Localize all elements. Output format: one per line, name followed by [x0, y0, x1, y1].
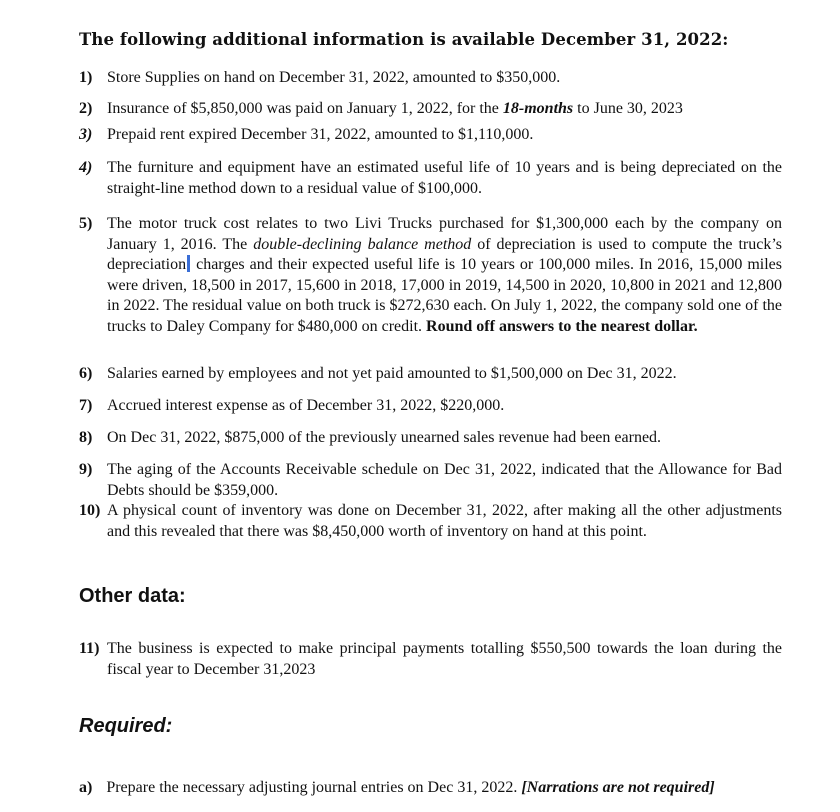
item-number: 7) — [79, 397, 93, 414]
item-text: Prepare the necessary adjusting journal entries on Dec 31, 2022. — [106, 779, 522, 796]
required-heading: Required: — [79, 715, 173, 737]
list-item-1 — [79, 68, 782, 89]
list-item-3 — [79, 125, 782, 146]
item-text: A physical count of inventory was done on December 31, 2022, after making all the other adjustments and this revealed that there was $8,450,000 worth of inventory on hand at this point. — [107, 502, 782, 540]
item-number: 4) — [79, 159, 93, 176]
item-number: 5) — [79, 215, 93, 232]
item-text — [107, 99, 782, 120]
list-item-2 — [79, 99, 782, 120]
item-text: The furniture and equipment have an estimated useful life of 10 years and is being depreciated on the straight-line method down to a residual value of $100,000. — [107, 159, 782, 197]
item-number: 8) — [79, 429, 93, 446]
item-number: a) — [79, 779, 93, 796]
list-item-5 — [79, 214, 782, 337]
list-item-6 — [79, 364, 782, 385]
italic-term: double-declining balance method — [253, 235, 472, 253]
item-text: Store Supplies on hand on December 31, 2022, amounted to $350,000. — [107, 69, 561, 86]
item-text: Prepaid rent expired December 31, 2022, amounted to $1,110,000. — [107, 126, 534, 143]
list-item-8 — [79, 428, 782, 449]
item-text-part: charges and their expected useful life is 10 years or 100,000 miles. In 2016, 15,000 miles were driven, 18,500 in 2017, 15,600 in 2018, 17,000 in 2019, 14,500 in 2020, 10,800 in 2021 and 12,800 in 2022. The residual value on both truck is $272,630 each. On July 1, 2022, the company sold one of the trucks to Daley Company for $480,000 on credit. — [107, 256, 782, 335]
item-number: 2) — [79, 100, 93, 117]
item-text-part: Insurance of $5,850,000 was paid on January 1, 2022, for the — [107, 100, 503, 117]
emphasis-text: 18-months — [502, 100, 574, 117]
item-text-part: to June 30, 2023 — [573, 100, 683, 117]
item-text: Salaries earned by employees and not yet paid amounted to $1,500,000 on Dec 31, 2022. — [107, 365, 677, 382]
item-number: 1) — [79, 69, 93, 86]
item-number: 3) — [79, 126, 93, 143]
list-item-9 — [79, 460, 782, 501]
item-text-part: The motor truck cost relates to two Livi Trucks purchased for $1,300,000 each by the company on January 1, 2016. The — [107, 215, 782, 253]
item-text — [107, 214, 782, 337]
item-text-part: of depreciation is used to compute the truck’s depreciation — [107, 235, 782, 273]
other-data-heading: Other data: — [79, 585, 186, 607]
item-text: Accrued interest expense as of December 31, 2022, $220,000. — [107, 397, 505, 414]
list-item-4 — [79, 158, 782, 199]
list-item-10 — [79, 501, 782, 542]
item-number: 9) — [79, 461, 93, 478]
item-number: 6) — [79, 365, 93, 382]
item-text: The business is expected to make principal payments totalling $550,500 towards the loan during the fiscal year to December 31,2023 — [107, 640, 782, 678]
required-item-a — [79, 779, 799, 797]
item-text: On Dec 31, 2022, $875,000 of the previously unearned sales revenue had been earned. — [107, 429, 662, 446]
item-number: 10) — [79, 502, 101, 519]
item-text: The aging of the Accounts Receivable schedule on Dec 31, 2022, indicated that the Allowance for Bad Debts should be $359,000. — [107, 461, 782, 499]
bold-instruction: Round off answers to the nearest dollar. — [426, 317, 698, 335]
page-heading: The following additional information is available December 31, 2022: — [79, 30, 729, 49]
item-number: 11) — [79, 640, 100, 657]
text-cursor — [187, 255, 190, 272]
narration-note: [Narrations are not required] — [521, 779, 715, 796]
list-item-7 — [79, 396, 782, 417]
list-item-11 — [79, 639, 782, 680]
